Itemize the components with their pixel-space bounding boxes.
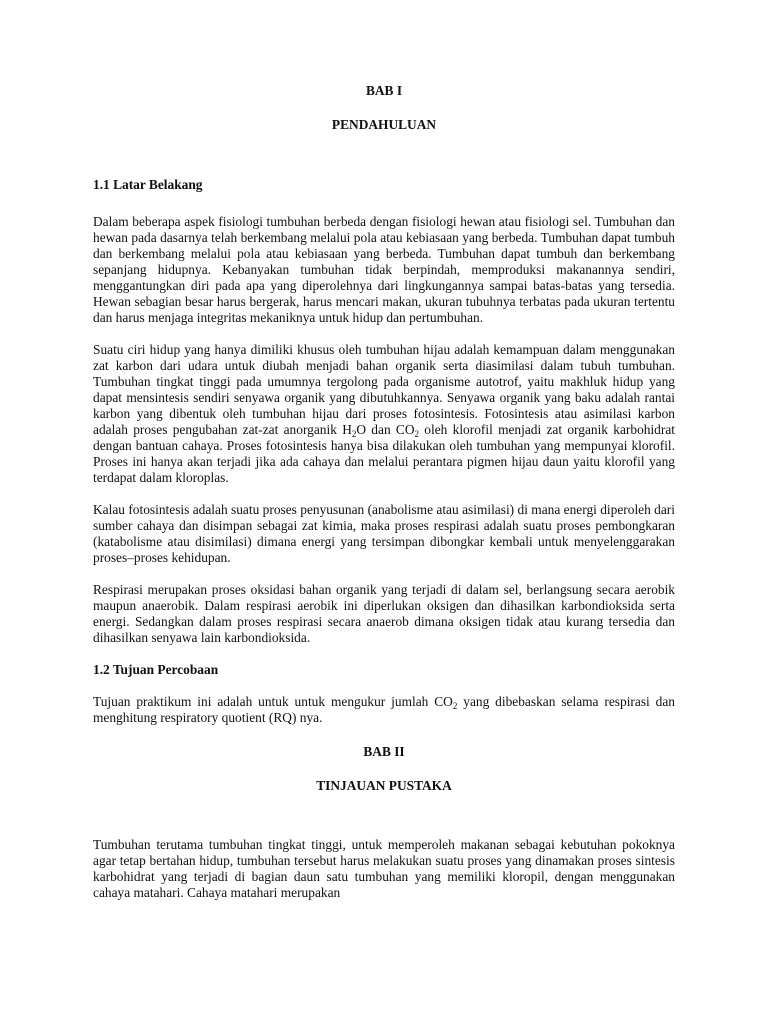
formula-h2o: $H_2O$ — [342, 422, 367, 439]
section-1-2-heading: 1.2 Tujuan Percobaan — [93, 662, 219, 677]
paragraph-1-2: Tujuan praktikum ini adalah untuk untuk mengukur jumlah $CO_2$ yang dibebaskan selama respirasi dan menghitung respiratory quotient (RQ) nya. — [93, 694, 675, 725]
formula-co2: $CO_2$ — [434, 694, 458, 711]
bab2-heading: BAB II — [363, 744, 405, 759]
bab1-heading: BAB I — [365, 83, 403, 98]
section-1-1-heading: 1.1 Latar Belakang — [93, 177, 203, 192]
paragraph-2: Tumbuhan terutama tumbuhan tingkat tinggi, untuk memperoleh makanan sebagai kebutuhan pokoknya agar tetap bertahan hidup, tumbuhan tersebut harus melakukan suatu proses yang dinamakan proses sintesis karbohidrat yang terjadi di bagian daun satu tumbuhan yang memiliki kloropil, dengan menggunakan cahaya matahari. Cahaya matahari merupakan — [93, 837, 675, 900]
paragraph-1-1-a: Dalam beberapa aspek fisiologi tumbuhan berbeda dengan fisiologi hewan atau fisiologi sel. Tumbuhan dan hewan pada dasarnya telah berkembang melalui pola atau kebiasaan yang berbeda. Tumbuhan dapat tumbuh dan berkembang melalui pola atau kebiasaan yang berbeda. Tumbuhan dapat tumbuh dan berkembang sepanjang hidupnya. Kebanyakan tumbuhan tidak berpindah, memproduksi makanannya sendiri, menggantungkan diri pada apa yang diperolehnya dari lingkungannya sampai batas-batas yang tersedia. Hewan sebagian besar harus bergerak, harus mencari makan, ukuran tubuhnya terbatas pada ukuran tertentu dan harus menjaga integritas mekaniknya untuk hidup dan pertumbuhan. — [93, 214, 675, 325]
paragraph-text: oleh klorofil menjadi zat organik karbohidrat dengan bantuan cahaya. Proses fotosintesis hanya bisa dilakukan oleh tumbuhan yang mempunyai klorofil. Proses ini hanya akan terjadi jika ada cahaya dan melalui perantara pigmen hijau daun yaitu klorofil yang terdapat dalam kloroplas. — [93, 422, 676, 485]
paragraph-1-1-b: Suatu ciri hidup yang hanya dimiliki khusus oleh tumbuhan hijau adalah kemampuan dalam menggunakan zat karbon dari udara untuk diubah menjadi bahan organik serta diasimilasi dalam tubuh tumbuhan. Tumbuhan tingkat tinggi pada umumnya tergolong pada organisme autotrof, yaitu makhluk hidup yang dapat mensintesis sendiri senyawa organik yang dibutuhkannya. Senyawa organik yang baku adalah rantai karbon yang dibentuk oleh tumbuhan hijau dari proses fotosintesis. Fotosintesis atau asimilasi karbon adalah proses pengubahan zat-zat anorganik $H_2O$ dan $CO_2$ oleh klorofil menjadi zat organik karbohidrat dengan bantuan cahaya. Proses fotosintesis hanya bisa dilakukan oleh tumbuhan yang mempunyai klorofil. Proses ini hanya akan terjadi jika ada cahaya dan melalui perantara pigmen hijau daun yaitu klorofil yang terdapat dalam kloroplas. — [93, 342, 676, 485]
paragraph-1-1-d: Respirasi merupakan proses oksidasi bahan organik yang terjadi di dalam sel, berlangsung secara aerobik maupun anaerobik. Dalam respirasi aerobik ini diperlukan oksigen dan dihasilkan karbondioksida serta energi. Sedangkan dalam proses respirasi secara anaerob dimana oksigen tidak atau kurang tersedia dan dihasilkan senyawa lain karbondioksida. — [93, 582, 675, 645]
formula-co2: $CO_2$ — [395, 422, 420, 439]
paragraph-text: Suatu ciri hidup yang hanya dimiliki khusus oleh tumbuhan hijau adalah kemampuan dalam menggunakan zat karbon dari udara untuk diubah menjadi bahan organik serta diasimilasi dalam tubuh tumbuhan. Tumbuhan tingkat tinggi pada umumnya tergolong pada organisme autotrof, yaitu makhluk hidup yang dapat mensintesis sendiri senyawa organik yang dibutuhkannya. Senyawa organik yang baku adalah rantai karbon yang dibentuk oleh tumbuhan hijau dari proses fotosintesis. Fotosintesis atau asimilasi karbon adalah proses pengubahan zat-zat anorganik — [93, 342, 675, 437]
bab2-title: TINJAUAN PUSTAKA — [316, 778, 452, 793]
bab1-title: PENDAHULUAN — [331, 117, 437, 132]
paragraph-1-1-c: Kalau fotosintesis adalah suatu proses penyusunan (anabolisme atau asimilasi) di mana energi diperoleh dari sumber cahaya dan disimpan sebagai zat kimia, maka proses respirasi adalah suatu proses pembongkaran (katabolisme atau disimilasi) dimana energi yang tersimpan dibongkar kembali untuk menyelenggarakan proses–proses kehidupan. — [93, 502, 675, 565]
